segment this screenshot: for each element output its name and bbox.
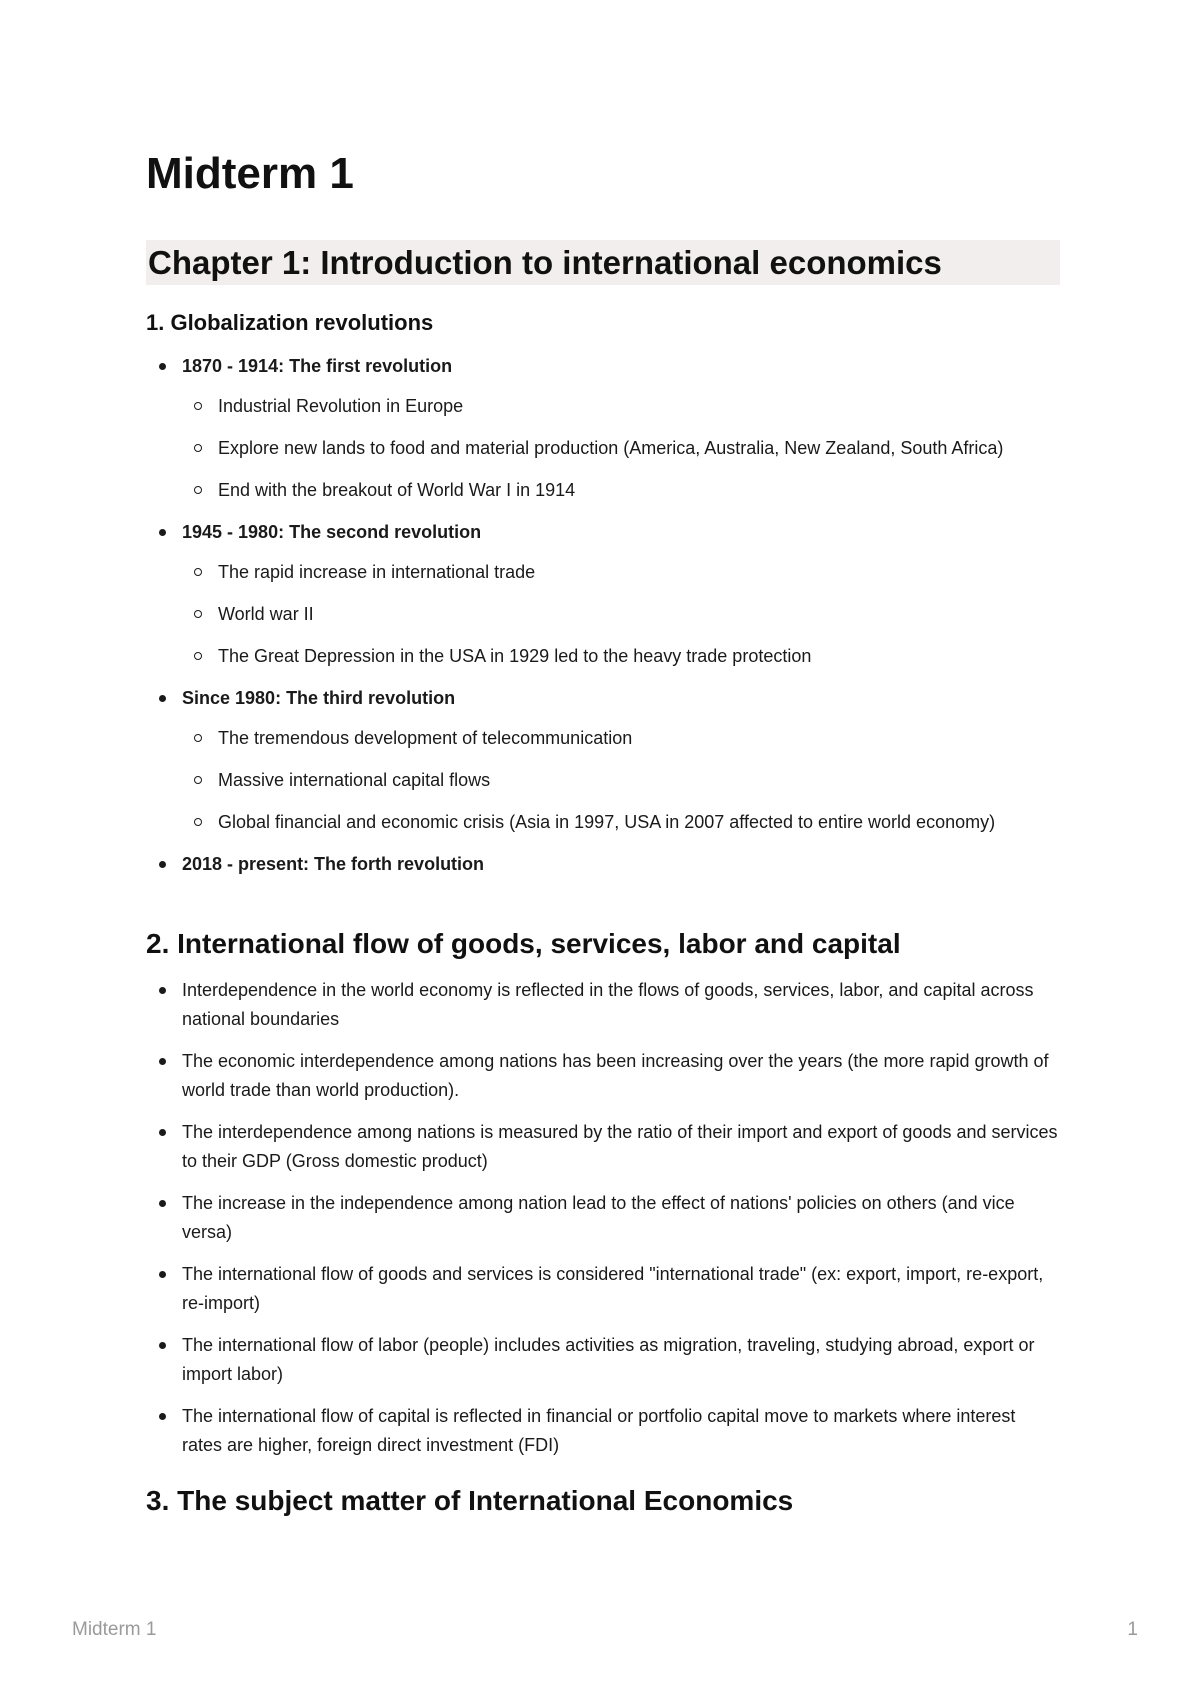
- sub-list-item: End with the breakout of World War I in 1914: [182, 476, 1060, 505]
- sub-list-item: The Great Depression in the USA in 1929 led to the heavy trade protection: [182, 642, 1060, 671]
- revolutions-list: [146, 352, 1060, 891]
- list-item: The economic interdependence among nations has been increasing over the years (the more rapid growth of world trade than world production).: [146, 1047, 1060, 1105]
- list-item: The increase in the independence among nation lead to the effect of nations' policies on others (and vice versa): [146, 1189, 1060, 1247]
- section-1-heading: 1. Globalization revolutions: [146, 310, 434, 335]
- sub-list-item: Global financial and economic crisis (Asia in 1997, USA in 2007 affected to entire world economy): [182, 808, 1060, 837]
- revolution-label: 2018 - present: The forth revolution: [182, 854, 485, 874]
- sub-list-item: World war II: [182, 600, 1060, 629]
- section-3-heading: 3. The subject matter of International Economics: [146, 1485, 794, 1516]
- sub-list-item: Massive international capital flows: [182, 766, 1060, 795]
- footer-title: Midterm 1: [72, 1619, 157, 1640]
- list-item: The international flow of labor (people) includes activities as migration, traveling, studying abroad, export or import labor): [146, 1331, 1060, 1389]
- page-number: 1: [1127, 1619, 1138, 1640]
- sub-list-item: The rapid increase in international trade: [182, 558, 1060, 587]
- sub-list-item: Industrial Revolution in Europe: [182, 392, 1060, 421]
- chapter-heading: Chapter 1: Introduction to international economics: [146, 240, 1060, 285]
- revolution-label: Since 1980: The third revolution: [182, 688, 456, 708]
- sub-list: [182, 392, 1060, 505]
- list-item: [146, 684, 1060, 837]
- sub-list-item: Explore new lands to food and material production (America, Australia, New Zealand, South Africa): [182, 434, 1060, 463]
- revolution-label: 1870 - 1914: The first revolution: [182, 356, 453, 376]
- list-item: Interdependence in the world economy is reflected in the flows of goods, services, labor, and capital across national boundaries: [146, 976, 1060, 1034]
- section-2-heading: 2. International flow of goods, services, labor and capital: [146, 928, 901, 959]
- list-item: The international flow of capital is reflected in financial or portfolio capital move to markets where interest rates are higher, foreign direct investment (FDI): [146, 1402, 1060, 1460]
- list-item: [146, 850, 1060, 878]
- document-title: Midterm 1: [146, 149, 354, 198]
- list-item: The international flow of goods and services is considered "international trade" (ex: export, import, re-export, re-import): [146, 1260, 1060, 1318]
- list-item: [146, 352, 1060, 505]
- list-item: The interdependence among nations is measured by the ratio of their import and export of goods and services to their GDP (Gross domestic product): [146, 1118, 1060, 1176]
- flows-list: [146, 976, 1060, 1473]
- list-item: [146, 518, 1060, 671]
- revolution-label: 1945 - 1980: The second revolution: [182, 522, 482, 542]
- sub-list: [182, 558, 1060, 671]
- sub-list: [182, 724, 1060, 837]
- sub-list-item: The tremendous development of telecommunication: [182, 724, 1060, 753]
